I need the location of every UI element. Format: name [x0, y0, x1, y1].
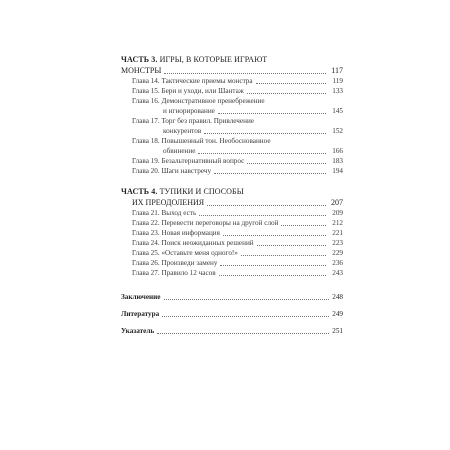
part-3-title-line-1: [121, 54, 343, 65]
chapter-label: Глава 15. Бери и уходи, или Шантаж: [132, 87, 244, 95]
part-4-title-1: ТУПИКИ И СПОСОБЫ: [159, 187, 244, 196]
chapter-label: Глава 26. Произведи замену: [132, 259, 218, 267]
leader-dots: [219, 275, 326, 276]
toc-entry-ch24: [121, 238, 343, 248]
endmatter-label: Заключение: [121, 293, 161, 301]
leader-dots: [207, 205, 326, 206]
chapter-label: Глава 27. Правило 12 часов: [132, 269, 216, 277]
chapter-page: 243: [332, 269, 343, 277]
chapter-label: Глава 25. «Оставьте меня одного!»: [132, 249, 238, 257]
toc-entry-ch23: [121, 228, 343, 238]
toc-entry-index: [121, 326, 343, 336]
chapter-label-cont: и игнорирование: [163, 107, 215, 115]
toc-entry-ch25: [121, 248, 343, 258]
toc-entry-ch16-line-1: Глава 16. Демонстративное пренебрежение: [132, 97, 265, 105]
part-3-title-line-2: [121, 65, 343, 76]
part-4-number: ЧАСТЬ 4.: [121, 187, 158, 196]
chapter-label: Глава 19. Безальтернативный вопрос: [132, 157, 245, 165]
leader-dots: [218, 113, 326, 114]
chapter-label: Глава 23. Новая информация: [132, 229, 220, 237]
chapter-label-cont: конкурентов: [163, 127, 202, 135]
chapter-page: 119: [332, 77, 343, 85]
leader-dots: [241, 255, 326, 256]
chapter-page: 145: [332, 107, 343, 115]
chapter-page: 223: [332, 239, 343, 247]
toc-entry-ch17-line-2: [121, 126, 343, 136]
toc-entry-ch26: [121, 258, 343, 268]
part-3-title-1: ИГРЫ, В КОТОРЫЕ ИГРАЮТ: [159, 55, 268, 64]
chapter-page: 194: [332, 167, 343, 175]
chapter-label: Глава 14. Тактические приемы монстра: [132, 77, 253, 85]
leader-dots: [157, 333, 329, 334]
table-of-contents: [121, 54, 343, 343]
part-3-title-2: МОНСТРЫ: [121, 66, 162, 75]
leader-dots: [204, 133, 326, 134]
chapter-label: Глава 22. Перевести переговоры на другой слой: [132, 219, 279, 227]
part-4-page: 207: [331, 198, 343, 207]
toc-entry-literature: [121, 309, 343, 319]
chapter-label: Глава 21. Выход есть: [132, 209, 197, 217]
endmatter-page: 249: [332, 310, 343, 318]
toc-entry-ch20: [121, 166, 343, 176]
leader-dots: [247, 93, 326, 94]
leader-dots: [214, 173, 326, 174]
endmatter-page: 251: [332, 327, 343, 335]
leader-dots: [220, 265, 326, 266]
leader-dots: [281, 225, 326, 226]
leader-dots: [198, 153, 326, 154]
chapter-page: 152: [332, 127, 343, 135]
toc-entry-ch15: [121, 86, 343, 96]
endmatter-label: Указатель: [121, 327, 155, 335]
part-4-title-line-1: [121, 186, 343, 197]
chapter-page: 209: [332, 209, 343, 217]
toc-entry-ch27: [121, 268, 343, 278]
chapter-label: Глава 24. Поиск неожиданных решений: [132, 239, 254, 247]
leader-dots: [223, 235, 326, 236]
chapter-label-cont: обвинение: [163, 147, 196, 155]
toc-entry-conclusion: [121, 292, 343, 302]
toc-entry-ch14: [121, 76, 343, 86]
leader-dots: [256, 83, 326, 84]
part-3-number: ЧАСТЬ 3.: [121, 55, 158, 64]
toc-entry-ch17-line-1: Глава 17. Торг без правил. Привлечение: [132, 117, 254, 125]
toc-entry-ch22: [121, 218, 343, 228]
chapter-label: Глава 20. Шаги навстречу: [132, 167, 212, 175]
endmatter-label: Литература: [121, 310, 160, 318]
chapter-page: 133: [332, 87, 343, 95]
endmatter-page: 248: [332, 293, 343, 301]
part-4-title-2: ИХ ПРЕОДОЛЕНИЯ: [132, 198, 205, 207]
toc-entry-ch18-line-2: [121, 146, 343, 156]
toc-entry-ch19: [121, 156, 343, 166]
chapter-page: 236: [332, 259, 343, 267]
part-4: [121, 186, 343, 278]
leader-dots: [199, 215, 326, 216]
leader-dots: [164, 299, 330, 300]
toc-entry-ch16-line-2: [121, 106, 343, 116]
toc-entry-ch18-line-1: Глава 18. Повышенный тон. Необоснованное: [132, 137, 271, 145]
part-3-page: 117: [331, 66, 343, 75]
part-3: [121, 54, 343, 176]
chapter-page: 166: [332, 147, 343, 155]
leader-dots: [164, 73, 326, 74]
chapter-page: 183: [332, 157, 343, 165]
chapter-page: 229: [332, 249, 343, 257]
leader-dots: [257, 245, 326, 246]
part-4-title-line-2: [121, 197, 343, 208]
chapter-page: 221: [332, 229, 343, 237]
leader-dots: [162, 316, 329, 317]
chapter-page: 212: [332, 219, 343, 227]
leader-dots: [247, 163, 326, 164]
toc-entry-ch21: [121, 208, 343, 218]
